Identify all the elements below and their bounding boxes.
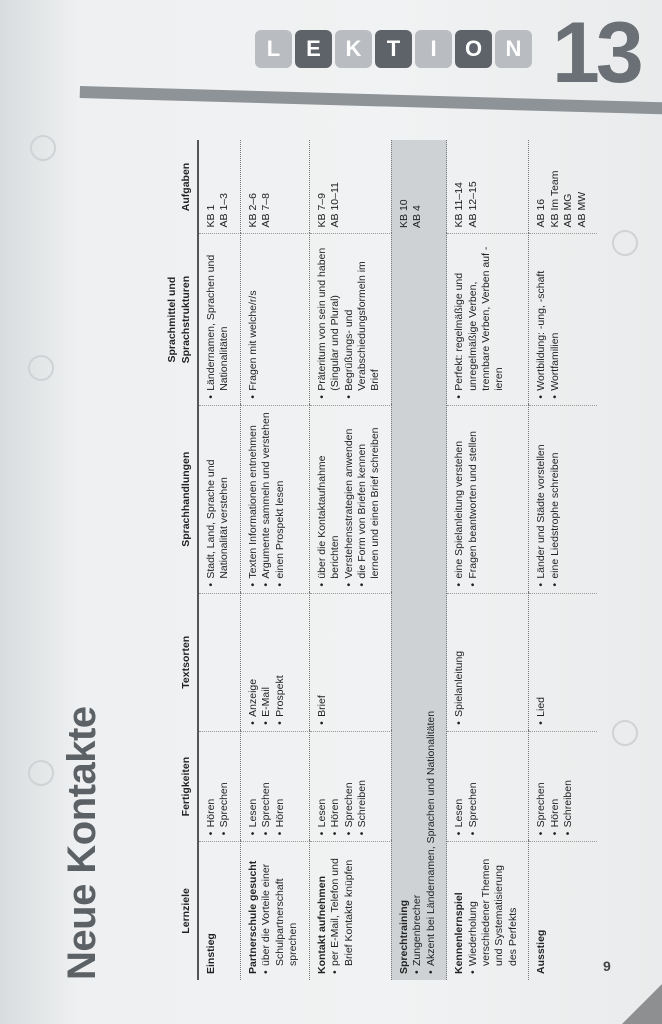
aufgabe-ref: AB 16 [535, 198, 548, 228]
list-item: • Schreiben [356, 738, 369, 836]
list-item: • Sprechen [535, 738, 548, 836]
list-item: • Lesen [247, 738, 260, 836]
page-title: Neue Kontakte [60, 706, 104, 980]
list-item: • Präteritum von sein und haben (Singular und Plural) [316, 240, 343, 398]
textsorten-list [535, 600, 548, 725]
fertigkeiten-cell [529, 731, 597, 842]
aufgabe-ref: AB 1–3 [218, 193, 231, 228]
table-row [391, 140, 446, 980]
sprachmittel-list [535, 240, 562, 398]
sprachhandlungen-cell [240, 405, 309, 593]
column-header: Aufgaben [155, 140, 198, 234]
aufgabe-ref: AB 4 [411, 205, 424, 228]
lektion-letter-tile: O [455, 30, 492, 68]
list-item: • Sprechen [218, 738, 231, 836]
list-item: • Länder und Städte vorstellen [535, 412, 548, 587]
list-item: • Perfekt: regelmäßige und unregelmäßige Verben, trennbare Verben, Verben auf -ieren [453, 240, 507, 398]
list-item: • Sprechen [343, 738, 356, 836]
lernziel-list [260, 848, 300, 974]
lernziel-list [329, 848, 356, 974]
list-item: • Fragen mit welche/r/s [247, 240, 260, 398]
list-item: • Begrüßungs- und Verabschiedungsformeln im Brief [343, 240, 383, 398]
list-item: • Lesen [316, 738, 329, 836]
list-item: • eine Spielanleitung verstehen [453, 412, 466, 587]
lektion-letter-tile: E [295, 30, 332, 68]
sprachhandlungen-list [316, 412, 383, 587]
sprachhandlungen-cell [529, 405, 597, 593]
textsorten-list [247, 600, 287, 725]
sprachmittel-list [316, 240, 383, 398]
aufgabe-ref: KB 11–14 [453, 182, 466, 228]
lernziel-cell [529, 842, 597, 980]
list-item: • Hören [329, 738, 342, 836]
fertigkeiten-cell [309, 731, 391, 842]
fertigkeiten-list [535, 738, 575, 836]
aufgabe-ref: AB 10–11 [329, 182, 342, 228]
sprachmittel-list [247, 240, 260, 398]
list-item: • Verstehensstrategien anwenden [343, 412, 356, 587]
lernziel-cell [309, 842, 391, 980]
lernziel-cell [240, 842, 309, 980]
column-header: Fertigkeiten [155, 731, 198, 842]
list-item: • Ländernamen, Sprachen und Nationalitäten [205, 240, 232, 398]
aufgabe-ref: AB 12–15 [466, 181, 479, 228]
textsorten-cell [309, 593, 391, 731]
sprachhandlungen-cell [447, 405, 529, 593]
fertigkeiten-cell [240, 731, 309, 842]
aufgabe-ref: KB 10 [397, 199, 410, 228]
sprachhandlungen-cell [198, 405, 240, 593]
list-item: • Argumente sammeln und verstehen [260, 412, 273, 587]
lernziel-title: Kennenlernspiel [453, 892, 466, 974]
list-item: • Lied [535, 600, 548, 725]
table-row [447, 140, 529, 980]
aufgaben-cell [391, 140, 446, 234]
aufgaben-cell [447, 140, 529, 234]
textsorten-cell [447, 593, 529, 731]
table-row [240, 140, 309, 980]
column-header: Sprachmittel und Sprachstrukturen [155, 234, 198, 405]
lernziel-list [411, 240, 438, 974]
lektion-letter-tile: N [495, 30, 532, 68]
textsorten-cell [240, 593, 309, 731]
table-header-row [155, 140, 198, 980]
fertigkeiten-cell [198, 731, 240, 842]
textsorten-cell [529, 593, 597, 731]
lernziel-list [467, 848, 521, 974]
textsorten-list [453, 600, 466, 725]
lernziel-title: Ausstieg [535, 929, 548, 974]
sprachmittel-cell [309, 234, 391, 405]
sprachhandlungen-list [535, 412, 562, 587]
sprachmittel-cell [529, 234, 597, 405]
sprachhandlungen-list [453, 412, 480, 587]
fertigkeiten-list [453, 738, 480, 836]
list-item: • E-Mail [260, 600, 273, 725]
list-item: • Stadt, Land, Sprache und Nationalität verstehen [205, 412, 232, 587]
lesson-number: 13 [552, 5, 640, 101]
list-item: • über die Vorteile einer Schulpartnerschaft sprechen [260, 848, 300, 974]
list-item: • Spielanleitung [453, 600, 466, 725]
fertigkeiten-list [205, 738, 232, 836]
lektion-letter-tile: L [255, 30, 292, 68]
decorative-circle-icon [612, 720, 638, 746]
table-row [309, 140, 391, 980]
list-item: • Texten Informationen entnehmen [247, 412, 260, 587]
lernziel-title: Kontakt aufnehmen [315, 875, 328, 974]
list-item: • einen Prospekt lesen [274, 412, 287, 587]
column-header: Lernziele [155, 842, 198, 980]
decorative-circle-icon [28, 355, 54, 381]
aufgabe-ref: KB 1 [205, 204, 217, 228]
list-item: • Prospekt [274, 600, 287, 725]
aufgaben-cell [309, 140, 391, 234]
textsorten-list [316, 600, 329, 725]
aufgaben-cell [198, 140, 240, 234]
list-item: • die Form von Briefen kennen lernen und einen Brief schreiben [356, 412, 383, 587]
fertigkeiten-list [316, 738, 370, 836]
lernziel-title: Sprechtraining [397, 899, 410, 974]
table-row [529, 140, 597, 980]
list-item: • Akzent bei Ländernamen, Sprachen und Nationalitäten [425, 240, 438, 974]
list-item: • Zungenbrecher [411, 240, 424, 974]
page-number: 9 [603, 958, 611, 974]
table-row [198, 140, 240, 980]
aufgabe-ref: AB MW [575, 191, 588, 228]
aufgabe-ref: KB Im Team [548, 170, 561, 228]
lernziel-title: Partnerschule gesucht [246, 860, 259, 974]
sprachmittel-list [453, 240, 507, 398]
sprachhandlungen-list [247, 412, 287, 587]
list-item: • Wortfamilien [549, 240, 562, 398]
fertigkeiten-list [247, 738, 287, 836]
lektion-letter-tile: T [375, 30, 412, 68]
page-corner [622, 984, 662, 1024]
overview-table [155, 140, 597, 980]
sprachhandlungen-list [205, 412, 232, 587]
list-item: • Hören [274, 738, 287, 836]
aufgaben-cell [240, 140, 309, 234]
list-item: • Schreiben [562, 738, 575, 836]
textsorten-cell [198, 593, 240, 731]
sprachmittel-cell [198, 234, 240, 405]
decorative-circle-icon [28, 760, 54, 786]
list-item: • Hören [205, 738, 218, 836]
list-item: • Fragen beantworten und stellen [467, 412, 480, 587]
aufgabe-ref: KB 7–9 [315, 193, 328, 228]
column-header: Textsorten [155, 593, 198, 731]
lektion-letter-tile: I [415, 30, 452, 68]
decorative-circle-icon [612, 230, 638, 256]
lektion-label [255, 30, 532, 68]
aufgabe-ref: AB MG [562, 193, 575, 228]
lernziel-cell [447, 842, 529, 980]
list-item: • Sprechen [467, 738, 480, 836]
list-item: • Wiederholung verschiedener Themen und Systematisierung des Perfekts [467, 848, 521, 974]
lektion-letter-tile: K [335, 30, 372, 68]
column-header: Sprachhandlungen [155, 405, 198, 593]
sprachmittel-cell [447, 234, 529, 405]
lernziel-cell [391, 234, 446, 980]
decorative-circle-icon [30, 135, 56, 161]
sprachhandlungen-cell [309, 405, 391, 593]
lernziel-title: Einstieg [205, 933, 217, 974]
list-item: • über die Kontaktaufnahme berichten [316, 412, 343, 587]
list-item: • Wortbildung: -ung, -schaft [535, 240, 548, 398]
fertigkeiten-cell [447, 731, 529, 842]
list-item: • per E-Mail, Telefon und Brief Kontakte knüpfen [329, 848, 356, 974]
lernziel-cell [198, 842, 240, 980]
list-item: • Brief [316, 600, 329, 725]
aufgabe-ref: AB 7–8 [260, 193, 273, 228]
aufgaben-cell [529, 140, 597, 234]
list-item: • Lesen [453, 738, 466, 836]
aufgabe-ref: KB 2–6 [246, 193, 259, 228]
sprachmittel-list [205, 240, 232, 398]
rotated-content [60, 140, 588, 980]
sprachmittel-cell [240, 234, 309, 405]
list-item: • Anzeige [247, 600, 260, 725]
list-item: • Hören [549, 738, 562, 836]
list-item: • Sprechen [260, 738, 273, 836]
list-item: • eine Liedstrophe schreiben [549, 412, 562, 587]
